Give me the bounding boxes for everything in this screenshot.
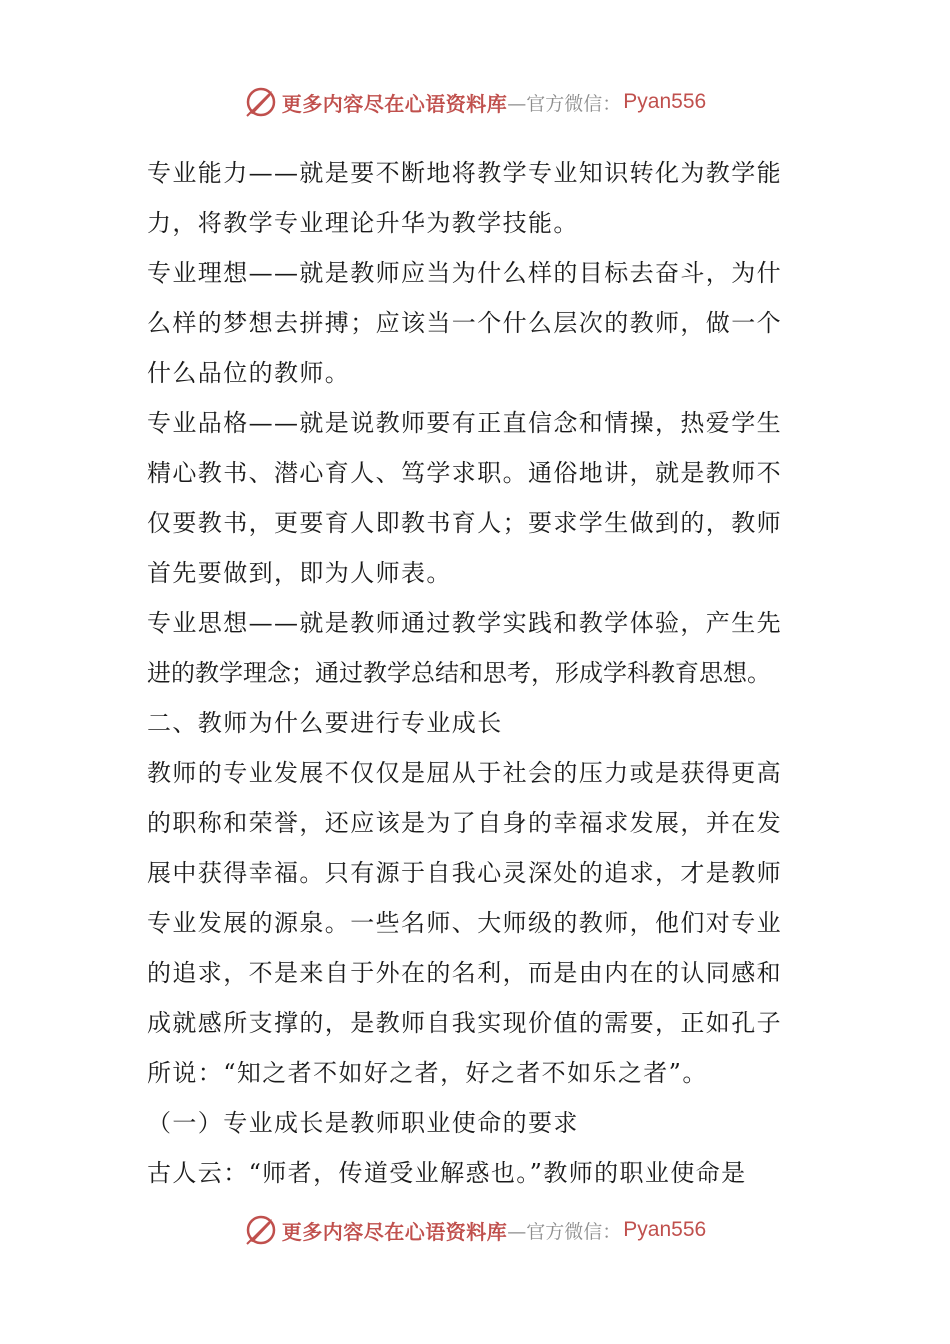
footer-banner: [0, 1208, 950, 1252]
text-line: 仅要教书，更要育人即教书育人；要求学生做到的，教师: [147, 509, 782, 537]
text-line: 古人云：“师者，传道受业解惑也。”教师的职业使命是: [147, 1159, 747, 1187]
header-banner: [0, 80, 950, 124]
text-line: 教师的专业发展不仅仅是屈从于社会的压力或是获得更高: [147, 759, 782, 787]
pen-logo-icon: [244, 1213, 278, 1247]
text-line: 精心教书、潜心育人、笃学求职。通俗地讲，就是教师不: [147, 459, 782, 487]
document-body: [147, 148, 815, 1198]
section-heading: 二、教师为什么要进行专业成长: [147, 709, 503, 737]
text-line: 的追求，不是来自于外在的名利，而是由内在的认同感和: [147, 959, 782, 987]
banner-site-text: 更多内容尽在心语资料库: [281, 91, 508, 116]
text-line: 展中获得幸福。只有源于自我心灵深处的追求，才是教师: [147, 859, 782, 887]
pen-logo-icon: [244, 85, 278, 119]
text-line: 专业理想——就是教师应当为什么样的目标去奋斗，为什: [147, 259, 782, 287]
text-line: 进的教学理念；通过教学总结和思考，形成学科教育思想。: [147, 659, 771, 687]
text-line: 所说：“知之者不如好之者，好之者不如乐之者”。: [147, 1059, 708, 1087]
text-line: 专业能力——就是要不断地将教学专业知识转化为教学能: [147, 159, 782, 187]
text-line: 专业品格——就是说教师要有正直信念和情操，热爱学生: [147, 409, 782, 437]
text-line: 专业发展的源泉。一些名师、大师级的教师，他们对专业: [147, 909, 782, 937]
banner-site-text: 更多内容尽在心语资料库: [281, 1219, 508, 1244]
text-line: 专业思想——就是教师通过教学实践和教学体验，产生先: [147, 609, 782, 637]
text-line: 的职称和荣誉，还应该是为了自身的幸福求发展，并在发: [147, 809, 782, 837]
text-line: 力，将教学专业理论升华为教学技能。: [147, 209, 579, 237]
text-line: 成就感所支撑的，是教师自我实现价值的需要，正如孔子: [147, 1009, 782, 1037]
subsection-heading: （一）专业成长是教师职业使命的要求: [147, 1109, 579, 1137]
text-line: 什么品位的教师。: [147, 359, 351, 387]
banner-official-label: —官方微信：: [507, 92, 622, 115]
banner-account: Pyan556: [623, 90, 707, 113]
text-line: 么样的梦想去拼搏；应该当一个什么层次的教师，做一个: [147, 309, 782, 337]
banner-account: Pyan556: [623, 1218, 707, 1241]
text-line: 首先要做到，即为人师表。: [147, 559, 452, 587]
banner-official-label: —官方微信：: [507, 1220, 622, 1243]
